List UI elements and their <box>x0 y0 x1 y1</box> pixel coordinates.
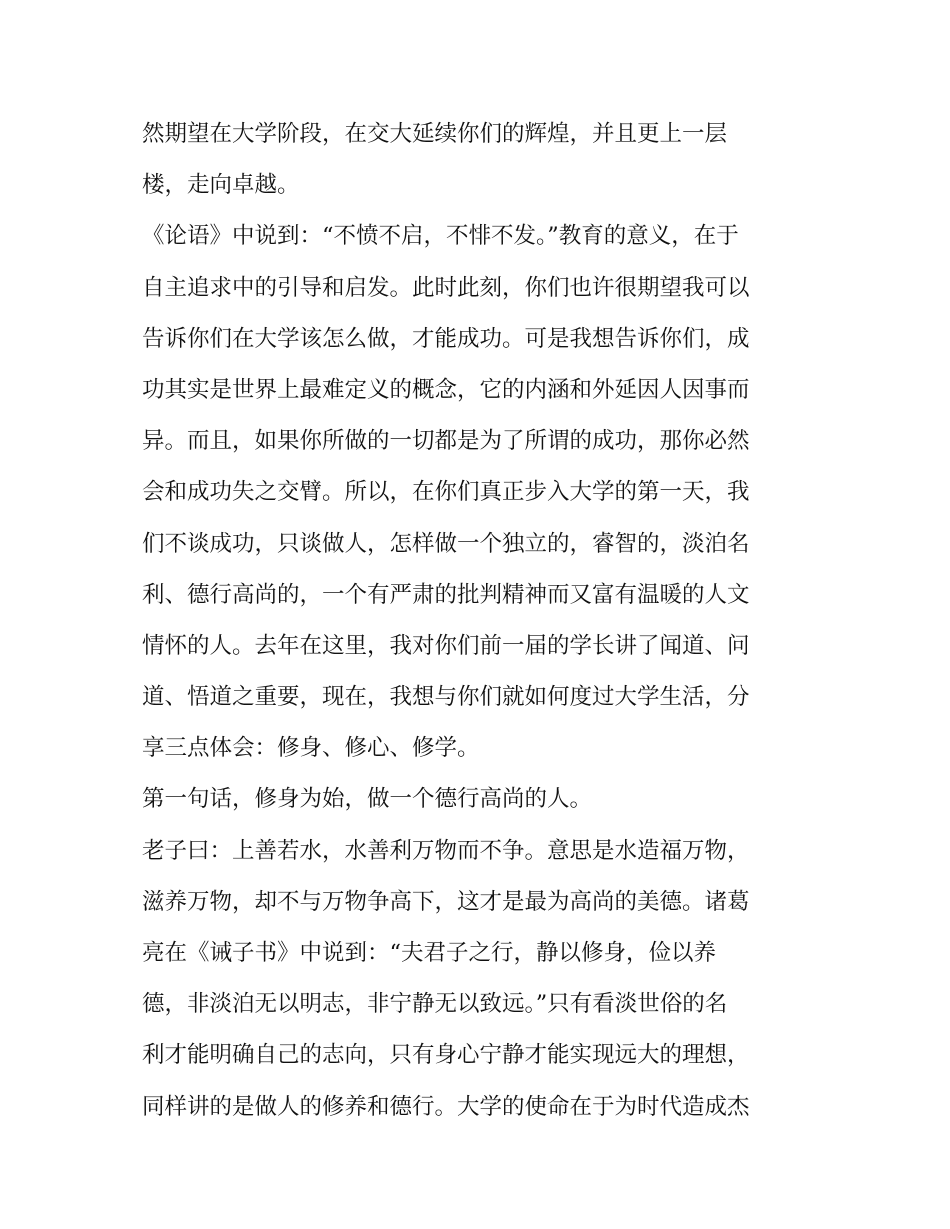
text-line: 德，非淡泊无以明志，非宁静无以致远。”只有看淡世俗的名 <box>142 991 728 1018</box>
text-line: 享三点体会：修身、修心、修学。 <box>142 735 480 762</box>
text-line: 然期望在大学阶段，在交大延续你们的辉煌，并且更上一层 <box>142 121 728 147</box>
text-line: 功其实是世界上最难定义的概念，它的内涵和外延因人因事而 <box>142 376 750 403</box>
document-body <box>142 112 817 1136</box>
text-line: 告诉你们在大学该怎么做，才能成功。可是我想告诉你们，成 <box>142 325 750 352</box>
text-line: 异。而且，如果你所做的一切都是为了所谓的成功，那你必然 <box>142 428 750 455</box>
text-line: 情怀的人。去年在这里，我对你们前一届的学长讲了闻道、问 <box>142 632 750 659</box>
text-line: 们不谈成功，只谈做人，怎样做一个独立的，睿智的，淡泊名 <box>142 530 750 557</box>
text-line: 道、悟道之重要，现在，我想与你们就如何度过大学生活，分 <box>142 684 750 711</box>
text-line: 滋养万物，却不与万物争高下，这才是最为高尚的美德。诸葛 <box>142 888 750 915</box>
text-line: 利才能明确自己的志向，只有身心宁静才能实现远大的理想， <box>142 1042 750 1069</box>
text-line: 第一句话，修身为始，做一个德行高尚的人。 <box>142 786 593 813</box>
text-line: 会和成功失之交臂。所以，在你们真正步入大学的第一天，我 <box>142 479 750 506</box>
text-line: 利、德行高尚的，一个有严肃的批判精神而又富有温暖的人文 <box>142 581 750 608</box>
text-line: 楼，走向卓越。 <box>142 172 300 199</box>
text-line: 老子曰：上善若水，水善利万物而不争。意思是水造福万物， <box>142 837 750 864</box>
text-line: 亮在《诫子书》中说到：“夫君子之行，静以修身，俭以养 <box>142 940 717 966</box>
text-line: 自主追求中的引导和启发。此时此刻，你们也许很期望我可以 <box>142 274 750 301</box>
text-line: 《论语》中说到：“不愤不启，不悱不发。”教育的意义，在于 <box>142 223 739 250</box>
text-line: 同样讲的是做人的修养和德行。大学的使命在于为时代造成杰 <box>142 1093 750 1120</box>
